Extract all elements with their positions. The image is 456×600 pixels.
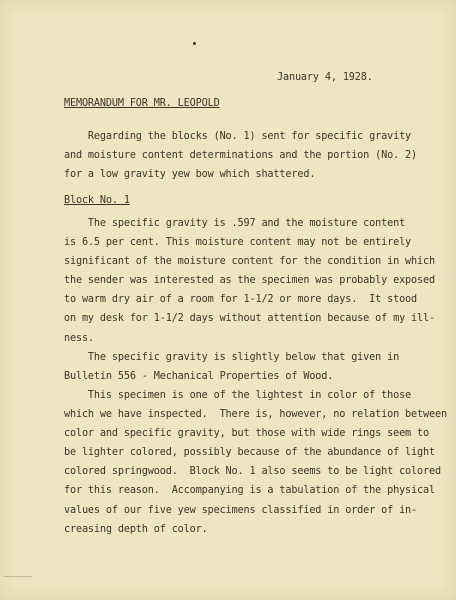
text-line: This specimen is one of the lightest in color of those <box>64 390 412 401</box>
text-line: to warm dry air of a room for 1-1/2 or more days. It stood <box>64 294 418 306</box>
memo-heading: MEMORANDUM FOR MR. LEOPOLD <box>64 98 220 109</box>
text-line: color and specific gravity, but those with wide rings seem to <box>64 428 429 440</box>
text-line: Bulletin 556 - Mechanical Properties of Wood. <box>64 371 334 383</box>
paragraph-bulletin <box>64 348 434 386</box>
block-heading: Block No. 1 <box>64 195 130 206</box>
text-line: significant of the moisture content for the condition in which <box>64 256 435 268</box>
text-line: The specific gravity is .597 and the moisture content <box>64 218 406 229</box>
text-line: The specific gravity is slightly below that given in <box>64 352 400 363</box>
text-line: on my desk for 1-1/2 days without attention because of my ill- <box>64 313 435 325</box>
text-line: Regarding the blocks (No. 1) sent for specific gravity <box>64 131 412 142</box>
memo-date: January 4, 1928. <box>277 72 373 83</box>
text-line: values of our five yew specimens classified in order of in- <box>64 504 418 516</box>
text-line: and moisture content determinations and the portion (No. 2) <box>64 150 418 162</box>
punch-dot <box>193 42 196 45</box>
paragraph-specific-gravity <box>64 214 434 348</box>
text-line: for a low gravity yew bow which shattered. <box>64 169 316 181</box>
text-line: creasing depth of color. <box>64 523 208 535</box>
text-line: ness. <box>64 332 94 344</box>
text-line: the sender was interested as the specimen was probably exposed <box>64 275 435 287</box>
text-line: colored springwood. Block No. 1 also seems to be light colored <box>64 466 441 478</box>
text-line: which we have inspected. There is, however, no relation between <box>64 409 447 421</box>
intro-paragraph <box>64 127 434 184</box>
text-line: for this reason. Accompanying is a tabulation of the physical <box>64 485 435 497</box>
paragraph-color <box>64 386 447 539</box>
text-line: is 6.5 per cent. This moisture content may not be entirely <box>64 237 412 249</box>
margin-mark <box>4 576 32 577</box>
text-line: be lighter colored, possibly because of the abundance of light <box>64 447 435 459</box>
